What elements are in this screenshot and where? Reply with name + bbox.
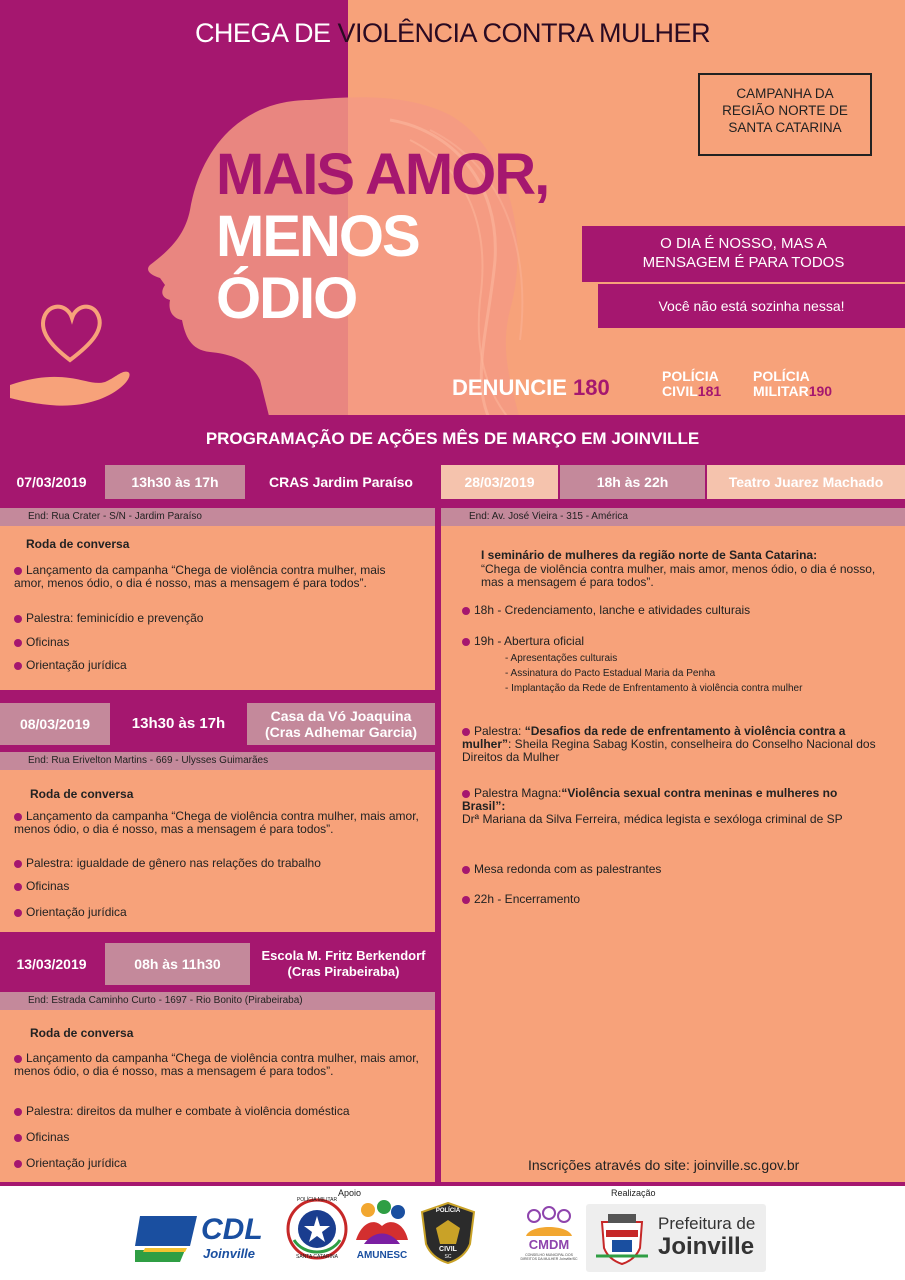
event4-address: End: Av. José Vieira - 315 - América (441, 508, 905, 526)
event3-item2-text: Palestra: direitos da mulher e combate à violência doméstica (26, 1104, 350, 1118)
bullet-icon (14, 662, 22, 670)
inscricoes-text: Inscrições através do site: joinville.sc.gov.br (528, 1157, 800, 1173)
prefeitura-line2: Joinville (658, 1233, 755, 1260)
event1-item3 (14, 636, 414, 649)
slogan-box (582, 226, 905, 282)
event1-item1 (14, 564, 414, 590)
bullet-icon (14, 860, 22, 868)
pm-badge-graphic (286, 1198, 348, 1260)
policia-civil (662, 369, 721, 399)
event3-item3 (14, 1131, 419, 1144)
event2-item3-text: Oficinas (26, 879, 70, 893)
event4-item-credenciamento (462, 604, 882, 617)
event1-place: CRAS Jardim Paraíso (247, 465, 435, 499)
event2-item2 (14, 857, 419, 870)
cmdm-figures (524, 1206, 574, 1236)
event2-time: 13h30 às 17h (112, 703, 245, 745)
abertura-text: 19h - Abertura oficial (474, 634, 585, 648)
encerramento-text: 22h - Encerramento (474, 892, 581, 906)
event2-date: 08/03/2019 (0, 703, 110, 745)
event1-item2 (14, 612, 414, 625)
bullet-icon (14, 639, 22, 647)
event3-time: 08h às 11h30 (105, 943, 250, 985)
event3-place (252, 943, 435, 985)
event4-sub3: - Implantação da Rede de Enfrentamento à violência contra mulher (505, 683, 803, 694)
bullet-icon (14, 1055, 22, 1063)
bullet-icon (14, 909, 22, 917)
cdl-flag-icon (135, 1216, 197, 1262)
magna-title: “Violência sexual contra meninas e mulheres no Brasil” (462, 786, 838, 813)
event3-date: 13/03/2019 (0, 943, 103, 985)
title-part1: CHEGA DE (194, 18, 338, 48)
campaign-line2: REGIÃO NORTE DE (722, 103, 848, 118)
event2-place-line2: (Cras Adhemar Garcia) (265, 724, 417, 740)
event3-item4 (14, 1157, 419, 1170)
bullet-icon (462, 790, 470, 798)
campaign-line1: CAMPANHA DA (736, 86, 834, 101)
prefeitura-line1: Prefeitura de (658, 1214, 756, 1233)
pm-line1: POLÍCIA (753, 368, 810, 384)
event3-item1 (14, 1052, 419, 1078)
pm-line2: MILITAR (753, 383, 809, 399)
heart-hand-icon (10, 290, 140, 415)
policia-militar (753, 369, 832, 399)
palestra-title: “Desafios da rede de enfrentamento à violência contra a mulher” (462, 724, 846, 751)
bullet-icon (462, 728, 470, 736)
pc-number: 181 (697, 383, 722, 399)
event4-sub1: - Apresentações culturais (505, 653, 618, 664)
program-title: PROGRAMAÇÃO DE AÇÕES MÊS DE MARÇO EM JOINVILLE (0, 415, 905, 463)
pc-line2: CIVIL (662, 383, 698, 399)
event4-sub2: - Assinatura do Pacto Estadual Maria da Penha (505, 668, 716, 679)
event1-item2-text: Palestra: feminicídio e prevenção (26, 611, 204, 625)
cdl-sub: Joinville (203, 1246, 256, 1261)
pc-sc: SC (444, 1254, 452, 1260)
cmdm-text: CMDM (528, 1237, 570, 1252)
event2-item1-text: Lançamento da campanha “Chega de violência contra mulher, mais amor, menos ódio, o dia é nosso, mas a mensagem é para todos”. (14, 809, 419, 836)
bullet-icon (14, 813, 22, 821)
bullet-icon (14, 567, 22, 575)
bullet-icon (14, 615, 22, 623)
headline-line2: MENOS (216, 204, 419, 269)
event2-item1 (14, 810, 419, 836)
footer (0, 1186, 905, 1280)
pc-line1: POLÍCIA (662, 368, 719, 384)
event2-item4 (14, 906, 419, 919)
bullet-icon (14, 1160, 22, 1168)
event3-item1-text: Lançamento da campanha “Chega de violência contra mulher, mais amor, menos ódio, o dia é nosso, mas a mensagem é para todos”. (14, 1051, 419, 1078)
bullet-icon (462, 638, 470, 646)
magna-prefix: Palestra Magna: (474, 786, 562, 800)
prefeitura-logo (586, 1204, 766, 1272)
event4-item-abertura (462, 635, 882, 648)
bullet-icon (14, 1108, 22, 1116)
cdl-text: CDL (201, 1213, 263, 1246)
event2-heading: Roda de conversa (30, 787, 134, 801)
pc-bottom: CIVIL (439, 1246, 457, 1253)
cmdm-sub: CONSELHO MUNICIPAL DOS DIREITOS DA MULHER Joinville/SC (520, 1253, 578, 1261)
realizacao-label: Realização (611, 1188, 656, 1198)
event1-time: 13h30 às 17h (105, 465, 245, 499)
page-title (0, 18, 905, 49)
cmdm-logo-icon (518, 1206, 580, 1270)
event3-address: End: Estrada Caminho Curto - 1697 - Rio Bonito (Pirabeiraba) (0, 992, 435, 1010)
event2-item2-text: Palestra: igualdade de gênero nas relações do trabalho (26, 856, 321, 870)
amunesc-text: AMUNESC (356, 1250, 408, 1261)
credenciamento-text: 18h - Credenciamento, lanche e atividades culturais (474, 603, 751, 617)
apoio-label: Apoio (338, 1188, 362, 1198)
event1-item4 (14, 659, 414, 672)
pm-number: 190 (808, 383, 833, 399)
pm-badge-icon (286, 1198, 348, 1260)
amunesc-logo-icon (352, 1200, 412, 1266)
event1-item1-text: Lançamento da campanha “Chega de violência contra mulher, mais amor, menos ódio, o dia é nosso, mas a mensagem é para todos”. (14, 563, 386, 590)
slogan-sub: Você não está sozinha nessa! (598, 284, 905, 328)
event4-seminar (481, 549, 881, 590)
event3-place-line2: (Cras Pirabeiraba) (287, 964, 400, 979)
event2-place (247, 703, 435, 745)
headline-line1: MAIS AMOR, (216, 142, 549, 207)
magna-rest: Drª Mariana da Silva Ferreira, médica legista e sexóloga criminal de SP (462, 812, 843, 826)
event2-place-line1: Casa da Vó Joaquina (270, 708, 412, 724)
event4-item-encerramento (462, 893, 882, 906)
bullet-icon (462, 866, 470, 874)
event4-time: 18h às 22h (560, 465, 705, 499)
denuncie-number: 180 (573, 375, 610, 400)
header-banner (0, 0, 905, 415)
campaign-box (698, 73, 872, 156)
event1-item3-text: Oficinas (26, 635, 70, 649)
pm-text: POLÍCIA MILITAR (296, 1197, 338, 1203)
event4-body (441, 526, 905, 1182)
event4-date: 28/03/2019 (441, 465, 558, 499)
event3-item2 (14, 1105, 419, 1118)
pc-badge-icon (420, 1202, 476, 1264)
palestra-rest: : Sheila Regina Sabag Kostin, conselheira do Conselho Nacional dos Direitos da Mulher (462, 737, 876, 764)
denuncie-text: DENUNCIE (452, 375, 574, 400)
bullet-icon (14, 1134, 22, 1142)
title-part2: VIOLÊNCIA CONTRA MULHER (337, 18, 711, 48)
event1-date: 07/03/2019 (0, 465, 103, 499)
slogan-line2: MENSAGEM É PARA TODOS (642, 254, 845, 271)
amunesc-figures (354, 1200, 410, 1248)
event1-heading: Roda de conversa (26, 537, 130, 551)
event1-item4-text: Orientação jurídica (26, 658, 127, 672)
palestra-prefix: Palestra: (474, 724, 525, 738)
event1-address: End: Rua Crater - S/N - Jardim Paraíso (0, 508, 435, 526)
event4-place: Teatro Juarez Machado (707, 465, 905, 499)
event3-item3-text: Oficinas (26, 1130, 70, 1144)
event4-magna: Palestra Magna:“Violência sexual contra meninas e mulheres no Brasil”: Drª Mariana da Silva Ferreira, médica legista e sexóloga criminal de SP (462, 786, 843, 826)
event2-item3 (14, 880, 419, 893)
event3-item4-text: Orientação jurídica (26, 1156, 127, 1170)
event3-heading: Roda de conversa (30, 1026, 134, 1040)
bullet-icon (462, 896, 470, 904)
mesa-text: Mesa redonda com as palestrantes (474, 862, 662, 876)
pm-sub: SANTA CATARINA (296, 1254, 338, 1260)
seminar-title: I seminário de mulheres da região norte de Santa Catarina: (481, 548, 818, 562)
joinville-crest-icon (594, 1210, 650, 1266)
event2-address: End: Rua Erivelton Martins - 669 - Ulysses Guimarães (0, 752, 435, 770)
bullet-icon (462, 607, 470, 615)
event2-item4-text: Orientação jurídica (26, 905, 127, 919)
headline-line3: ÓDIO (216, 266, 357, 331)
pc-top: POLÍCIA (435, 1208, 461, 1214)
campaign-line3: SANTA CATARINA (728, 120, 842, 135)
event3-place-line1: Escola M. Fritz Berkendorf (261, 948, 426, 963)
event4-palestra (462, 725, 882, 764)
seminar-desc: “Chega de violência contra mulher, mais amor, menos ódio, o dia é nosso, mas a mensagem é para todos”. (481, 561, 876, 589)
denuncie-label (452, 375, 610, 401)
event4-item-mesa (462, 863, 882, 876)
bullet-icon (14, 883, 22, 891)
cdl-logo-icon (135, 1214, 275, 1264)
slogan-line1: O DIA É NOSSO, MAS A (660, 235, 827, 252)
